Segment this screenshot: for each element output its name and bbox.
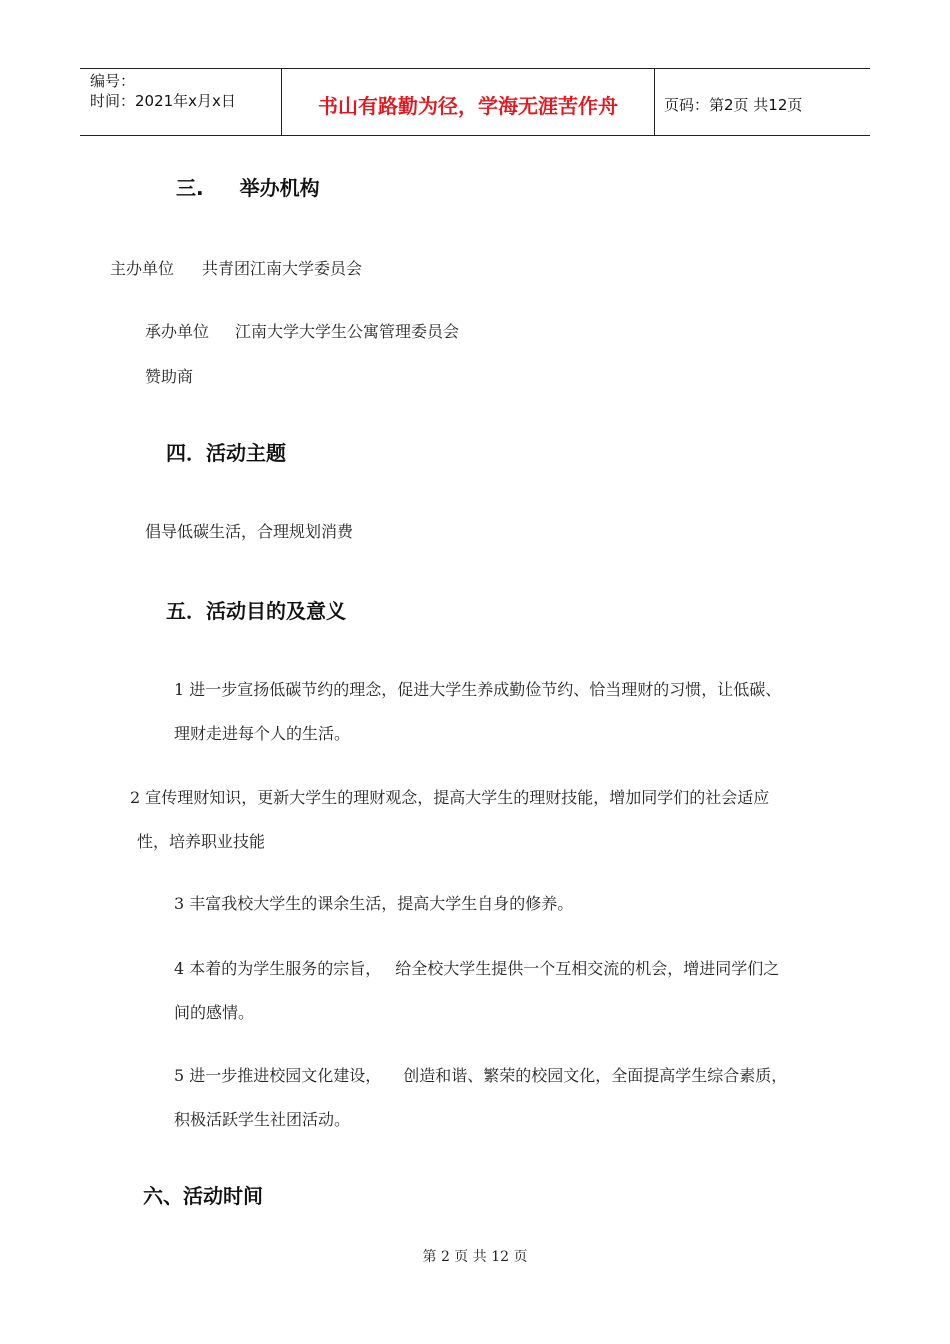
- host-label: 主办单位: [110, 259, 175, 278]
- purpose-1-line-2: 理财走进每个人的生活。: [174, 724, 351, 743]
- header-motto: 书山有路勤为径，学海无涯苦作舟: [318, 94, 618, 118]
- footer-page-number: 第 2 页 共 12 页: [422, 1249, 528, 1265]
- section-3-title: 举办机构: [239, 176, 320, 200]
- header-divider-right: [654, 68, 655, 136]
- purpose-4-line-2: 间的感情。: [174, 1003, 255, 1022]
- organizer-value: 江南大学大学生公寓管理委员会: [235, 322, 460, 341]
- header-bottom-border: [80, 135, 870, 136]
- purpose-2-line-1: 2 宣传理财知识，更新大学生的理财观念，提高大学生的理财技能，增加同学们的社会适应: [130, 788, 770, 807]
- header-top-border: [80, 68, 870, 69]
- header-page-info: 页码：第2页 共12页: [664, 96, 803, 114]
- purpose-5-line-1: [174, 1063, 787, 1086]
- host-row: [110, 256, 362, 279]
- activity-theme: 倡导低碳生活，合理规划消费: [145, 522, 354, 541]
- purpose-1-line-1: 1 进一步宣扬低碳节约的理念，促进大学生养成勤俭节约、恰当理财的习惯，让低碳、: [174, 680, 782, 699]
- section-3-number: 三.: [176, 176, 204, 200]
- purpose-4-part-b: 给全校大学生提供一个互相交流的机会，增进同学们之: [395, 959, 780, 978]
- organizer-row: [145, 319, 459, 342]
- purpose-4-part-a: 4 本着的为学生服务的宗旨，: [174, 959, 382, 978]
- organizer-label: 承办单位: [145, 322, 210, 341]
- section-4-heading: 四．活动主题: [166, 441, 286, 465]
- section-3-heading: [176, 172, 320, 201]
- purpose-5-line-2: 积极活跃学生社团活动。: [174, 1110, 351, 1129]
- host-value: 共青团江南大学委员会: [202, 259, 363, 278]
- purpose-3-line-1: 3 丰富我校大学生的课余生活，提高大学生自身的修养。: [174, 894, 574, 913]
- section-5-heading: 五．活动目的及意义: [166, 599, 346, 623]
- header-number-label: 编号：: [90, 72, 136, 90]
- purpose-4-line-1: [174, 956, 779, 979]
- section-6-heading: 六、活动时间: [143, 1184, 263, 1208]
- purpose-2-line-2: 性，培养职业技能: [137, 832, 266, 851]
- header-date: 时间：2021年x月x日: [90, 92, 236, 110]
- purpose-5-part-a: 5 进一步推进校园文化建设，: [174, 1066, 382, 1085]
- sponsor-label: 赞助商: [145, 367, 194, 386]
- purpose-5-part-b: 创造和谐、繁荣的校园文化，全面提高学生综合素质，: [403, 1066, 788, 1085]
